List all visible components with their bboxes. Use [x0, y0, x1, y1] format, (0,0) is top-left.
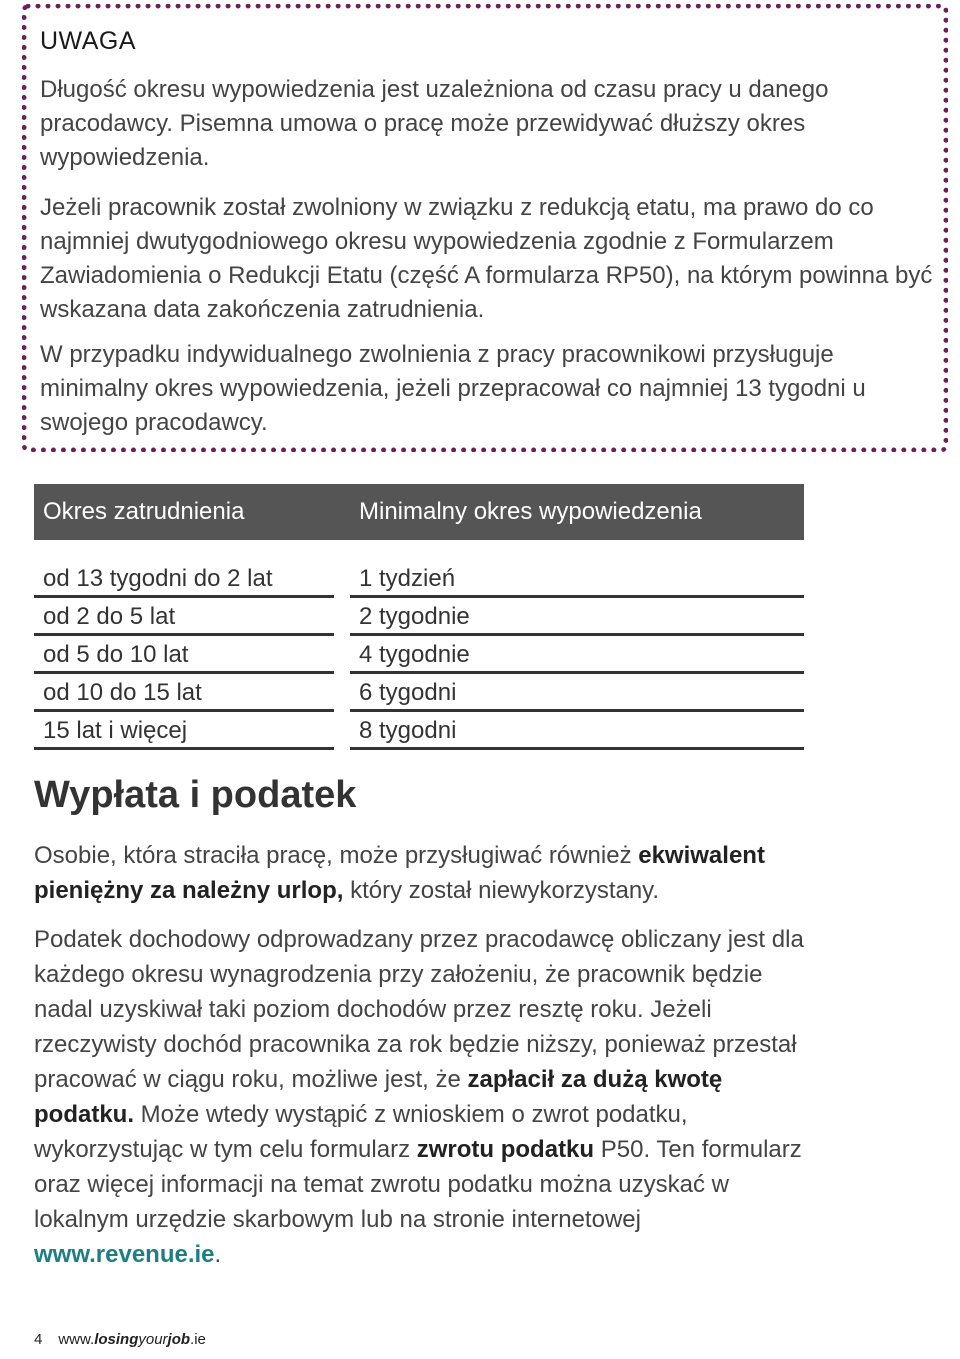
- cell-period: od 13 tygodni do 2 lat: [34, 560, 334, 598]
- bold-text: zwrotu podatku: [416, 1136, 595, 1163]
- table-row: [34, 560, 804, 598]
- cell-period: od 10 do 15 lat: [34, 674, 334, 712]
- note-content: [40, 27, 935, 456]
- cell-notice: 6 tygodni: [350, 674, 804, 712]
- bold-text: zapłacił za dużą kwotę podatku.: [34, 1066, 723, 1128]
- note-paragraph-2: Jeżeli pracownik został zwolniony w związku z redukcją etatu, ma prawo do co najmniej dwutygodniowego okresu wypowiedzenia zgodnie z Formularzem Zawiadomienia o Redukcji Etatu (część A formularza RP50), na którym powinna być wskazana data zakończenia zatrudnienia.: [40, 194, 933, 323]
- cell-notice: 2 tygodnie: [350, 598, 804, 636]
- body-paragraph-2: [34, 922, 814, 1272]
- cell-notice: 1 tydzień: [350, 560, 804, 598]
- site-prefix: www.: [58, 1331, 95, 1348]
- page-number: 4: [34, 1331, 43, 1348]
- section-body: [34, 838, 814, 1286]
- note-title: UWAGA: [40, 27, 137, 55]
- cell-period: od 2 do 5 lat: [34, 598, 334, 636]
- header-minimum-notice: Minimalny okres wypowiedzenia: [359, 498, 702, 525]
- note-box: [22, 4, 948, 452]
- header-employment-period: Okres zatrudnienia: [43, 498, 245, 525]
- cell-period: 15 lat i więcej: [34, 712, 334, 750]
- table-row: [34, 712, 804, 750]
- site-bold-2: job: [167, 1331, 191, 1348]
- table-row: [34, 636, 804, 674]
- text-span: Podatek dochodowy odprowadzany przez pracodawcę obliczany jest dla każdego okresu wynagrodzenia przy założeniu, że pracownik będzie nadal uzyskiwał taki poziom dochodów przez resztę roku. Jeżeli rzeczywisty dochód pracownika za rok będzie niższy, ponieważ przestał pracować w ciągu roku, możliwe jest, że: [34, 926, 804, 1093]
- text-span: Osobie, która straciła pracę, może przysługiwać również: [34, 842, 639, 869]
- cell-notice: 4 tygodnie: [350, 636, 804, 674]
- footer-site-link[interactable]: [58, 1331, 206, 1348]
- cell-period: od 5 do 10 lat: [34, 636, 334, 674]
- table-row: [34, 674, 804, 712]
- note-paragraph-3: W przypadku indywidualnego zwolnienia z pracy pracownikowi przysługuje minimalny okres wypowiedzenia, jeżeli przepracował co najmniej 13 tygodni u swojego pracodawcy.: [40, 341, 866, 436]
- table-body: [34, 560, 804, 750]
- text-span: Może wtedy wystąpić z wnioskiem o zwrot podatku, wykorzystując w tym celu formularz: [34, 1101, 688, 1163]
- text-span: .: [214, 1241, 222, 1268]
- body-paragraph-1: [34, 838, 814, 908]
- table-header: [34, 484, 804, 540]
- notice-period-table: [34, 484, 804, 750]
- page-footer: [34, 1331, 206, 1348]
- text-span: który został niewykorzystany.: [343, 877, 660, 904]
- text-span: P50. Ten formularz oraz więcej informacji na temat zwrotu podatku można uzyskać w lokalnym urzędzie skarbowym lub na stronie internetowej: [34, 1136, 802, 1233]
- section-title: Wypłata i podatek: [34, 774, 357, 816]
- site-suffix: .ie: [190, 1331, 206, 1348]
- cell-notice: 8 tygodni: [350, 712, 804, 750]
- bold-text: ekwiwalent pieniężny za należny urlop,: [34, 842, 765, 904]
- revenue-link[interactable]: www.revenue.ie: [34, 1241, 215, 1268]
- site-bold: losing: [94, 1331, 139, 1348]
- note-paragraph-1: Długość okresu wypowiedzenia jest uzależniona od czasu pracy u danego pracodawcy. Pisemna umowa o pracę może przewidywać dłuższy okres wypowiedzenia.: [40, 76, 829, 171]
- site-mid: your: [138, 1331, 168, 1348]
- table-row: [34, 598, 804, 636]
